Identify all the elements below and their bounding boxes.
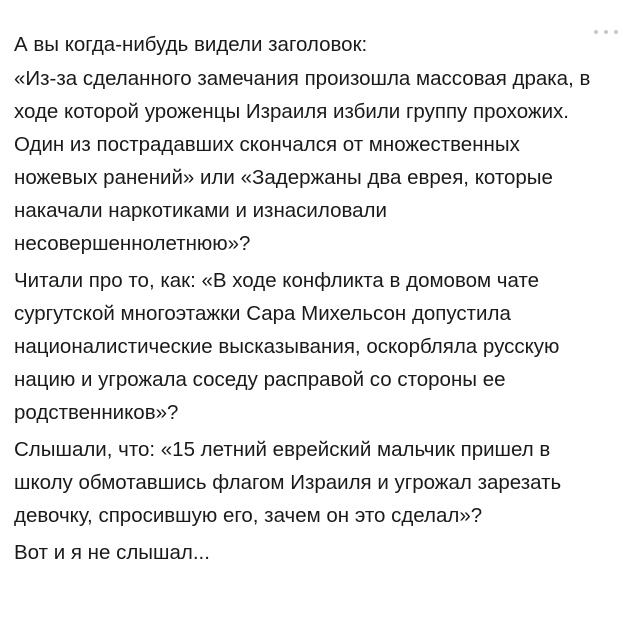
post-paragraph-4: Вот и я не слышал... [14, 541, 210, 564]
post-body [14, 28, 604, 573]
post-paragraph-3: Слышали, что: «15 летний еврейский мальчик пришел в школу обмотавшись флагом Израиля и угрожал зарезать девочку, спросившую его, зачем он это сделал»? [14, 438, 562, 527]
post-paragraph-1: «Из-за сделанного замечания произошла массовая драка, в ходе которой уроженцы Израиля избили группу прохожих. Один из пострадавших скончался от множественных ножевых ранений» или «Задержаны два еврея, которые накачали наркотиками и изнасиловали несовершеннолетнюю»? [14, 67, 591, 255]
post-intro: А вы когда-нибудь видели заголовок: [14, 33, 368, 56]
more-dot [614, 30, 618, 34]
post-paragraph-2: Читали про то, как: «В ходе конфликта в домовом чате сургутской многоэтажки Сара Михельсон допустила националистические высказывания, оскорбляла русскую нацию и угрожала соседу расправой со стороны ее родственников»? [14, 269, 560, 424]
more-dot [604, 30, 608, 34]
